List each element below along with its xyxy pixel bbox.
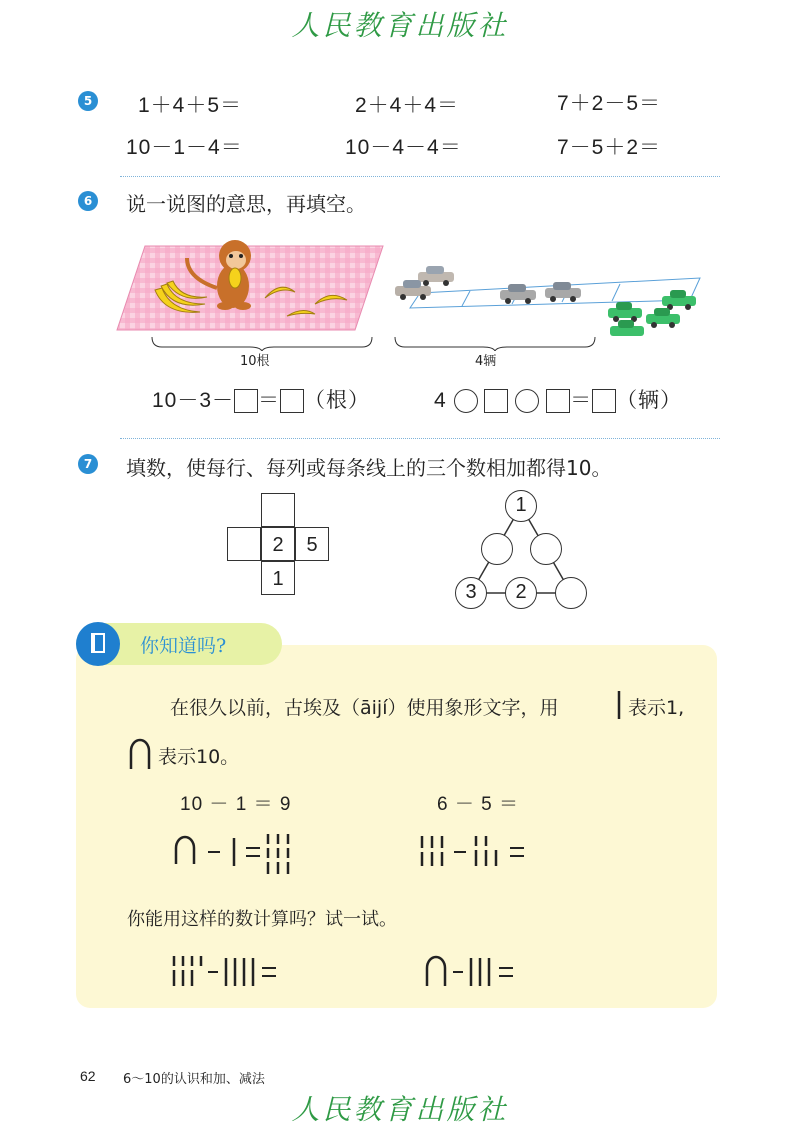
publisher-logo: 人民教育出版社 — [291, 9, 509, 42]
blank-box[interactable] — [484, 389, 508, 413]
equation-text: 10－3－ — [152, 389, 235, 412]
triangle-node-bottom-right[interactable] — [555, 577, 587, 609]
equation: 1＋4＋5＝ — [138, 94, 243, 117]
triangle-node-bottom-left: 3 — [455, 577, 487, 609]
hieroglyph-ten-icon — [127, 737, 153, 771]
example-equation-2: 6 － 5 ＝ — [437, 794, 519, 815]
banana-count-label: 10根 — [240, 354, 270, 369]
page-number: 62 — [80, 1068, 96, 1084]
triangle-node-right[interactable] — [530, 533, 562, 565]
exercise-prompt: 说一说图的意思，再填空。 — [126, 192, 366, 216]
publisher-logo-footer: 人民教育出版社 — [291, 1093, 509, 1126]
grid-cell-top[interactable] — [261, 493, 295, 527]
parking-illustration — [390, 258, 710, 338]
did-you-know-title: 你知道吗? — [140, 635, 227, 657]
picnic-illustration — [115, 228, 385, 343]
triangle-node-bottom-middle: 2 — [505, 577, 537, 609]
hieroglyph-exercise-1 — [170, 952, 280, 992]
exercise-number-6: 6 — [78, 191, 98, 211]
operator-circle[interactable] — [454, 389, 478, 413]
car-count-label: 4辆 — [475, 354, 497, 369]
blank-box[interactable] — [546, 389, 570, 413]
blank-box[interactable] — [234, 389, 258, 413]
equation: 10－4－4＝ — [345, 136, 462, 159]
divider — [120, 438, 720, 439]
paragraph-line-1b: 表示1, — [628, 697, 685, 719]
grid-cell-center: 2 — [261, 527, 295, 561]
paragraph-line-2: 表示10。 — [158, 746, 240, 768]
hieroglyph-equation-2 — [418, 832, 533, 872]
exercise-prompt: 填数，使每行、每列或每条线上的三个数相加都得10。 — [126, 456, 612, 480]
hieroglyph-equation-1 — [172, 832, 302, 878]
answer-box[interactable] — [280, 389, 304, 413]
equation-text: 4 — [434, 389, 447, 412]
fill-in-equation-right — [434, 384, 682, 414]
operator-circle[interactable] — [515, 389, 539, 413]
equation: 2＋4＋4＝ — [355, 94, 460, 117]
equation: 7＋2－5＝ — [557, 92, 662, 115]
grid-cell-left[interactable] — [227, 527, 261, 561]
exercise-number-7: 7 — [78, 454, 98, 474]
answer-box[interactable] — [592, 389, 616, 413]
triangle-node-left[interactable] — [481, 533, 513, 565]
divider — [120, 176, 720, 177]
brace-left — [150, 335, 375, 351]
equation: 10－1－4＝ — [126, 136, 243, 159]
unit-label: （辆） — [616, 389, 683, 412]
exercise-number-5: 5 — [78, 91, 98, 111]
brace-right — [393, 335, 598, 351]
grid-cell-right: 5 — [295, 527, 329, 561]
fill-in-equation-left — [152, 384, 370, 414]
hieroglyph-one-icon — [614, 689, 624, 721]
unit-label: （根） — [304, 389, 371, 412]
try-prompt: 你能用这样的数计算吗？试一试。 — [127, 909, 397, 930]
hieroglyph-exercise-2 — [423, 952, 523, 992]
grid-cell-bottom: 1 — [261, 561, 295, 595]
example-equation-1: 10 － 1 ＝ 9 — [180, 794, 292, 815]
equation: 7－5＋2＝ — [557, 136, 662, 159]
paragraph-line-1: 在很久以前，古埃及（āijí）使用象形文字，用 — [170, 697, 559, 719]
triangle-node-top: 1 — [505, 490, 537, 522]
equals: ＝ — [570, 389, 593, 412]
equals: ＝ — [258, 389, 281, 412]
book-icon-page — [91, 633, 105, 653]
chapter-title: 6～10的认识和加、减法 — [123, 1072, 265, 1087]
